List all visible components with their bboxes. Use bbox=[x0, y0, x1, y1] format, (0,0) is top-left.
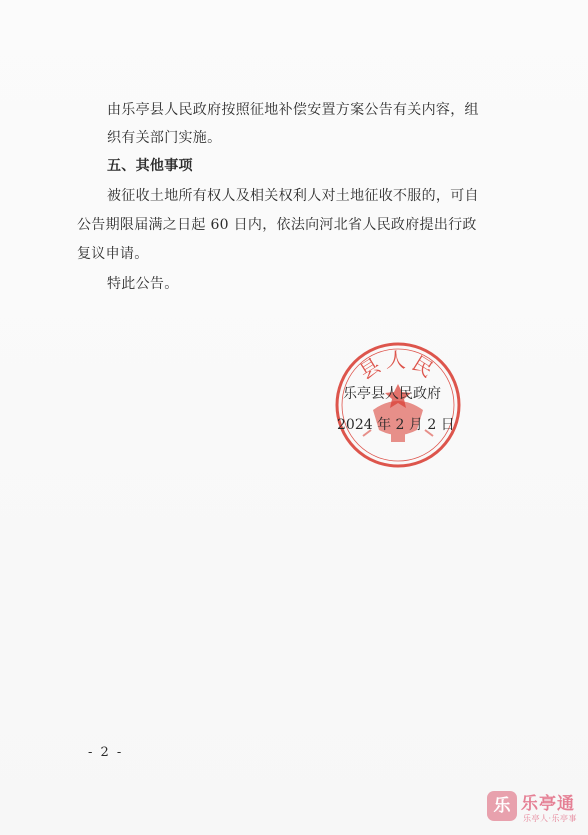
issue-date: 2024 年 2 月 2 日 bbox=[337, 417, 455, 433]
official-seal-icon bbox=[333, 340, 463, 470]
paragraph-line: 公告期限届满之日起 60 日内，依法向河北省人民政府提出行政 bbox=[77, 217, 477, 233]
seal-ring-text: 县人民 bbox=[354, 348, 442, 385]
page-number: - 2 - bbox=[88, 745, 124, 760]
paragraph-line: 复议申请。 bbox=[77, 246, 149, 262]
section-heading: 五、其他事项 bbox=[107, 158, 193, 174]
closing-line: 特此公告。 bbox=[107, 276, 179, 292]
paragraph-line: 织有关部门实施。 bbox=[107, 130, 222, 146]
paragraph-line: 被征收土地所有权人及相关权利人对土地征收不服的，可自 bbox=[107, 188, 479, 204]
issuer-name: 乐亭县人民政府 bbox=[343, 386, 441, 402]
logo-tagline: 乐亭人·乐亭事 bbox=[523, 814, 578, 823]
logo-badge-icon: 乐 bbox=[487, 791, 517, 821]
logo-name: 乐亭通 bbox=[521, 794, 575, 814]
paragraph-line: 由乐亭县人民政府按照征地补偿安置方案公告有关内容，组 bbox=[107, 102, 479, 118]
watermark-logo bbox=[487, 789, 587, 835]
